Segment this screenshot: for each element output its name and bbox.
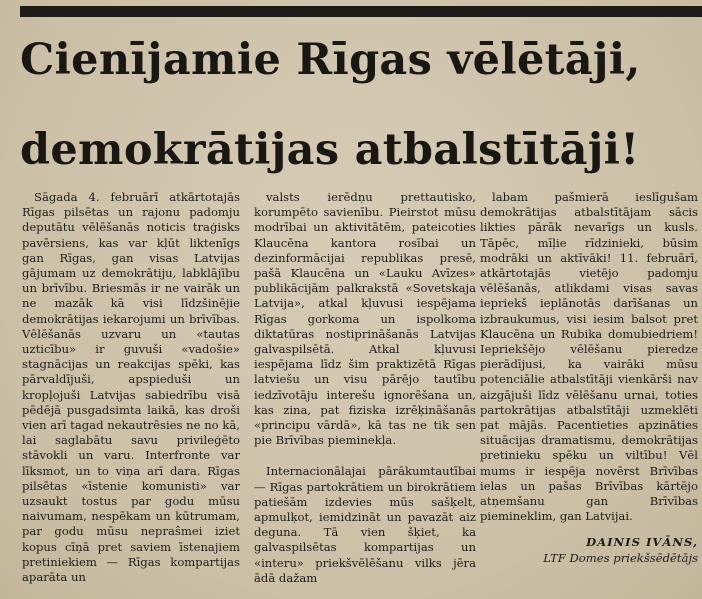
top-rule	[20, 6, 702, 17]
article-column-3	[480, 190, 698, 590]
article-paragraph: Sāgada 4. februārī atkārtotajās Rīgas pilsētas un rajonu padomju deputātu vēlēšanās noticis traģisks pavērsiens, kas var kļūt liktenīgs gan Rīgas, gan visas Latvijas gājumam uz demokrātiju, labklājību un brīvību. Briesmās ir ne vairāk un ne mazāk kā visi līdzšinējie demokrātijas iekarojumi un brīvības. Vēlēšanās uzvaru un «tautas uzticību» ir guvuši «vadošie» stagnācijas un reakcijas spēki, kas pārvaldījuši, apspieduši un kropļojuši Latvijas sabiedrību visā pēdējā pusgadsimta laikā, kas droši vien arī tagad nekautrēsies ne no kā, lai saglabātu savu privileģēto stāvokli un varu. Interfronte var līksmot, un to viņa arī dara. Rīgas pilsētas «īstenie komunisti» var uzsaukt tostus par godu mūsu naivumam, nespēkam un kūtrumam, par godu mūsu nepraŝmei iziet kopus cīņā pret saviem īstenajiem pretiniekiem — Rīgas kompartijas aparāta un	[22, 190, 240, 585]
signature-name: DAINIS IVĀNS,	[586, 535, 698, 549]
article-column-1	[22, 190, 240, 590]
headline-line-1: Cienījamie Rīgas vēlētāji,	[20, 35, 641, 85]
signature-title: LTF Domes priekšsēdētājs	[543, 551, 698, 565]
headline-line-2: demokrātijas atbalstītāji!	[20, 125, 640, 175]
article-column-2	[254, 190, 476, 590]
article-paragraph: valsts ierēdņu prettautisko, korumpēto savienību. Pieirstot mūsu modrībai un aktivitātēm, pateicoties Klaucēna kantora rosībai un dezinformācijai republikas presē, pašā Klaucēna un «Lauku Avīzes» publikācijām palkrakstā «Sovetskaja Latvija», atkal kļuvusi iespējama Rīgas gorkoma un ispolkoma diktatūras nostiprināšanās Latvijas galvaspilsētā. Atkal kļuvusi iespējama līdz šim praktizētā Rīgas latviešu un visu pārējo tautību iedzīvotāju interešu ignorēšana un, kas zina, pat fiziska izrēķināšanās «principu vārdā», kā tas ne tik sen pie Brīvības pieminekļa.	[254, 190, 476, 448]
article-paragraph: Internacionālajai pārākumtautībai — Rīgas partokrātiem un birokrātiem patiešām izdevies mūs sašķelt, apmulķot, iemidzināt un pavazāt aiz deguna. Tā vien šķiet, ka galvaspilsētas kompartijas un «interu» priekšvēlēšanu vilks jēra ādā dažam	[254, 464, 476, 585]
article-paragraph: labam pašmierā ieslīgušam demokrātijas atbalstītājam sācis likties pārāk nevarīgs un kusls. Tāpēc, mīļie rīdzinieki, būsim modrāki un aktīvāki! 11. februārī, atkārtotajās vietējo padomju vēlēšanās, atlikdami visas savas iepriekš ieplānotās darīšanas un izbraukumus, visi iesim balsot pret Klaucēna un Rubika domubiedriem! Iepriekšējo vēlēšanu pieredze pierādījusi, ka vairāki mūsu potenciālie atbalstītāji vienkārši nav aizgājuši līdz vēlēšanu urnai, toties partokrātijas atbalstītāji uzmeklēti pat mājās. Pacentieties apzināties situācijas dramatismu, demokrātijas pretinieku spēku un viltību! Vēl mums ir iespēja novērst Brīvības ielas un pašas Brīvības kārtējo atņemšanu gan Brīvības piemineklim, gan Latvijai.	[480, 190, 698, 524]
